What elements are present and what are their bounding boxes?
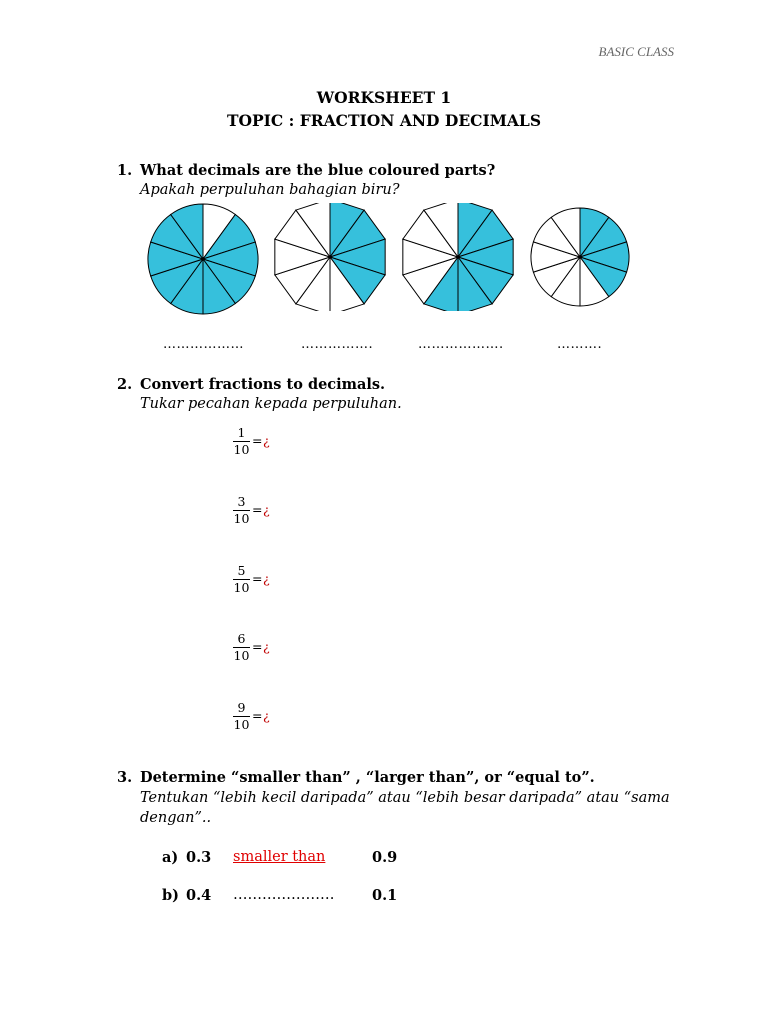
q1-number: 1. <box>117 162 133 179</box>
row-a-left-value: 0.3 <box>186 849 212 866</box>
equals-sign: = <box>252 502 263 517</box>
answer-blank-2[interactable]: ……………. <box>301 337 374 352</box>
row-a-answer[interactable]: smaller than <box>233 849 326 865</box>
q3-subtext-line1: Tentukan “lebih kecil daripada” atau “lebih besar daripada” atau “sama <box>140 790 670 806</box>
pie-chart-4 <box>524 207 636 307</box>
q1-subtext: Apakah perpuluhan bahagian biru? <box>140 182 400 198</box>
answer-blank-4[interactable]: ………. <box>557 337 603 352</box>
fraction-answer[interactable]: ¿ <box>263 708 270 723</box>
fraction-answer[interactable]: ¿ <box>263 639 270 654</box>
fraction-4 <box>233 631 293 667</box>
row-b-left-value: 0.4 <box>186 887 212 904</box>
fraction-numerator: 3 <box>237 494 246 509</box>
answer-blank-3[interactable]: ………………. <box>418 337 504 352</box>
q3-subtext-line2: dengan”.. <box>140 810 212 826</box>
fraction-1 <box>233 425 293 461</box>
fraction-denominator: 10 <box>233 648 250 663</box>
row-b-answer-blank[interactable]: ………………… <box>233 887 335 903</box>
worksheet-title: WORKSHEET 1 <box>316 88 452 107</box>
q2-text: Convert fractions to decimals. <box>140 376 386 393</box>
pie-chart-2 <box>270 203 390 311</box>
fraction-answer[interactable]: ¿ <box>263 502 270 517</box>
q1-text: What decimals are the blue coloured parts? <box>140 162 496 179</box>
fraction-numerator: 1 <box>237 425 246 440</box>
fraction-3 <box>233 563 293 599</box>
equals-sign: = <box>252 433 263 448</box>
fraction-2 <box>233 494 293 530</box>
topic-title: TOPIC : FRACTION AND DECIMALS <box>226 111 542 130</box>
row-b-label: b) <box>162 887 179 904</box>
fraction-numerator: 5 <box>237 563 246 578</box>
row-a-label: a) <box>162 849 179 866</box>
fraction-denominator: 10 <box>233 717 250 732</box>
row-a-right-value: 0.9 <box>372 849 398 866</box>
q2-number: 2. <box>117 376 133 393</box>
fraction-denominator: 10 <box>233 580 250 595</box>
q2-subtext: Tukar pecahan kepada perpuluhan. <box>140 396 402 412</box>
row-b-right-value: 0.1 <box>372 887 398 904</box>
pie-chart-1 <box>144 203 262 315</box>
fraction-denominator: 10 <box>233 442 250 457</box>
fraction-numerator: 9 <box>237 700 246 715</box>
q3-text: Determine “smaller than” , “larger than”, or “equal to”. <box>140 769 595 786</box>
fraction-answer[interactable]: ¿ <box>263 433 270 448</box>
equals-sign: = <box>252 571 263 586</box>
equals-sign: = <box>252 639 263 654</box>
header-note: BASIC CLASS <box>598 44 674 59</box>
fraction-answer[interactable]: ¿ <box>263 571 270 586</box>
equals-sign: = <box>252 708 263 723</box>
fraction-denominator: 10 <box>233 511 250 526</box>
pie-chart-3 <box>398 203 518 311</box>
fraction-numerator: 6 <box>237 631 246 646</box>
q3-number: 3. <box>117 769 133 786</box>
fraction-5 <box>233 700 293 736</box>
answer-blank-1[interactable]: ……………… <box>163 337 244 352</box>
